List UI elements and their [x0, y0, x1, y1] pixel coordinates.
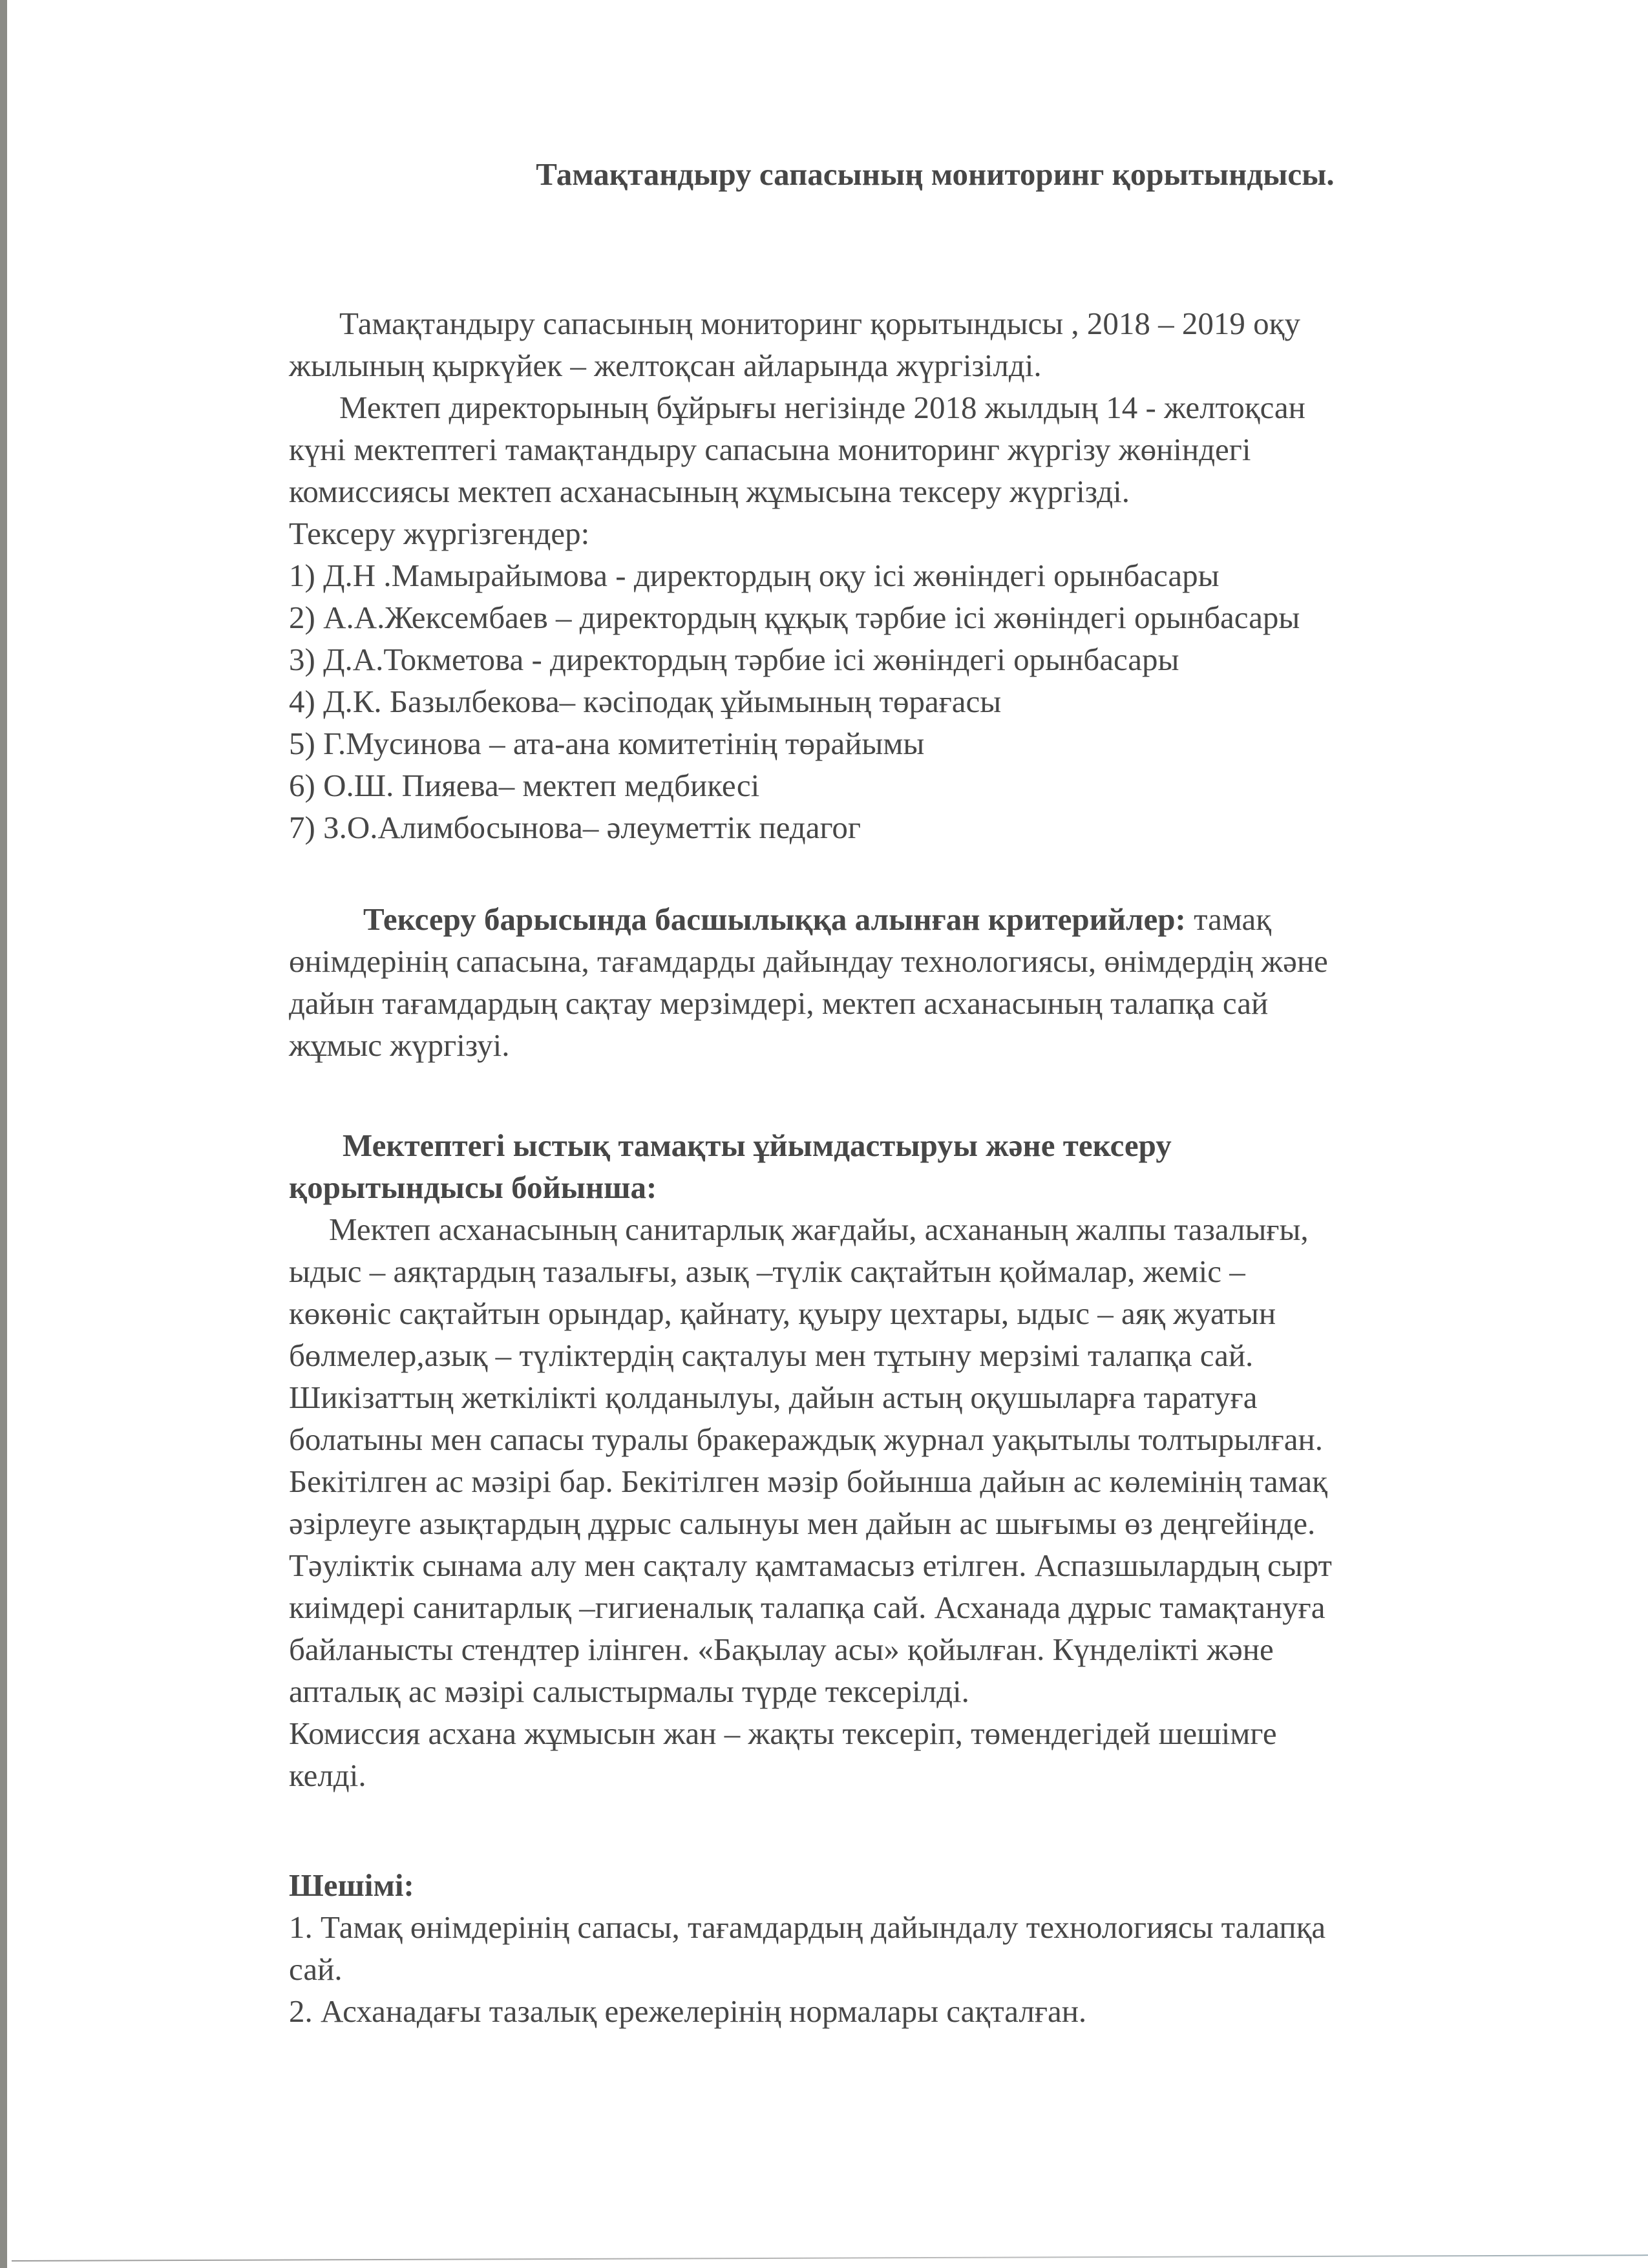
inspectors-heading: Тексеру жүргізгендер:: [289, 516, 590, 551]
inspector-item: 3) Д.А.Токметова - директордың тәрбие ісі жөніндегі орынбасары: [289, 642, 1179, 677]
hot-meals-line: ыдыс – аяқтардың тазалығы, азық –түлік сақтайтын қоймалар, жеміс –: [289, 1254, 1245, 1289]
scan-bottom-line: [12, 2254, 1648, 2262]
hot-meals-heading-line-1: Мектептегі ыстық тамақты ұйымдастыруы және тексеру: [343, 1128, 1172, 1163]
criteria-line-2: өнімдерінің сапасына, тағамдарды дайындау технологиясы, өнімдердің және: [289, 943, 1328, 979]
order-line-2: күні мектептегі тамақтандыру сапасына мониторинг жүргізу жөніндегі: [289, 432, 1251, 467]
criteria-line-4: жұмыс жүргізуі.: [289, 1027, 510, 1063]
criteria-line-3: дайын тағамдардың сақтау мерзімдері, мектеп асханасының талапқа сай: [289, 985, 1269, 1021]
decision-item-1-line-1: 1. Тамақ өнімдерінің сапасы, тағамдардың дайындалу технологиясы талапқа: [289, 1909, 1326, 1945]
hot-meals-line: Тәуліктік сынама алу мен сақталу қамтамасыз етілген. Аспазшылардың сырт: [289, 1548, 1332, 1583]
hot-meals-line: киімдері санитарлық –гигиеналық талапқа сай. Асханада дұрыс тамақтануға: [289, 1590, 1326, 1625]
hot-meals-heading-line-2: қорытындысы бойынша:: [289, 1170, 657, 1205]
hot-meals-line: Комиссия асхана жұмысын жан – жақты тексеріп, төмендегідей шешімге: [289, 1716, 1277, 1751]
intro-line-2: жылының қыркүйек – желтоқсан айларында жүргізілді.: [289, 348, 1042, 383]
hot-meals-line: әзірлеуге азықтардың дұрыс салынуы мен дайын ас шығымы өз деңгейінде.: [289, 1506, 1316, 1541]
inspector-item: 5) Г.Мусинова – ата-ана комитетінің төрайымы: [289, 726, 925, 761]
inspector-item: 6) О.Ш. Пияева– мектеп медбикесі: [289, 768, 760, 803]
document-title: Тамақтандыру сапасының мониторинг қорытындысы.: [536, 156, 1335, 192]
hot-meals-section: [289, 1124, 1556, 1796]
inspector-item: 1) Д.Н .Мамырайымова - директордың оқу ісі жөніндегі орынбасары: [289, 558, 1220, 593]
criteria-line-1-rest: тамақ: [1185, 901, 1272, 937]
order-line-3: комиссиясы мектеп асханасының жұмысына тексеру жүргізді.: [289, 474, 1130, 509]
hot-meals-line: болатыны мен сапасы туралы бракераждық журнал уақытылы толтырылған.: [289, 1422, 1323, 1457]
intro-line-1: Тамақтандыру сапасының мониторинг қорытындысы , 2018 – 2019 оқу: [339, 306, 1300, 341]
inspector-item: 4) Д.К. Базылбекова– кәсіподақ ұйымының төрағасы: [289, 684, 1002, 719]
scan-left-edge: [0, 0, 7, 2268]
inspectors-section: [289, 512, 1556, 848]
criteria-line-1: [289, 898, 1556, 940]
hot-meals-line: бөлмелер,азық – түліктердің сақталуы мен тұтыну мерзімі талапқа сай.: [289, 1338, 1254, 1373]
order-paragraph: [289, 386, 1556, 512]
hot-meals-line: көкөніс сақтайтын орындар, қайнату, қуыру цехтары, ыдыс – аяқ жуатын: [289, 1296, 1276, 1331]
criteria-paragraph: [289, 898, 1556, 1066]
hot-meals-line: Мектеп асханасының санитарлық жағдайы, асхананың жалпы тазалығы,: [329, 1212, 1309, 1247]
decision-section: [289, 1864, 1556, 2032]
order-line-1: Мектеп директорының бұйрығы негізінде 2018 жылдың 14 - желтоқсан: [339, 390, 1305, 425]
hot-meals-line: Бекітілген ас мәзірі бар. Бекітілген мәзір бойынша дайын ас көлемінің тамақ: [289, 1464, 1327, 1499]
criteria-label: Тексеру барысында басшылыққа алынған критерийлер:: [363, 901, 1186, 937]
hot-meals-line: келді.: [289, 1758, 366, 1793]
hot-meals-line: байланысты стендтер ілінген. «Бақылау асы» қойылған. Күнделікті және: [289, 1632, 1274, 1667]
hot-meals-line: апталық ас мәзірі салыстырмалы түрде тексерілді.: [289, 1674, 969, 1709]
decision-item-2: 2. Асханадағы тазалық ережелерінің нормалары сақталған.: [289, 1993, 1087, 2029]
decision-heading: Шешімі:: [289, 1867, 414, 1903]
hot-meals-line: Шикізаттың жеткілікті қолданылуы, дайын астың оқушыларға таратуға: [289, 1380, 1258, 1415]
decision-item-1-line-2: сай.: [289, 1951, 343, 1987]
inspector-item: 2) А.А.Жексембаев – директордың құқық тәрбие ісі жөніндегі орынбасары: [289, 600, 1300, 635]
intro-paragraph: [289, 302, 1556, 386]
inspector-item: 7) З.О.Алимбосынова– әлеуметтік педагог: [289, 810, 861, 845]
